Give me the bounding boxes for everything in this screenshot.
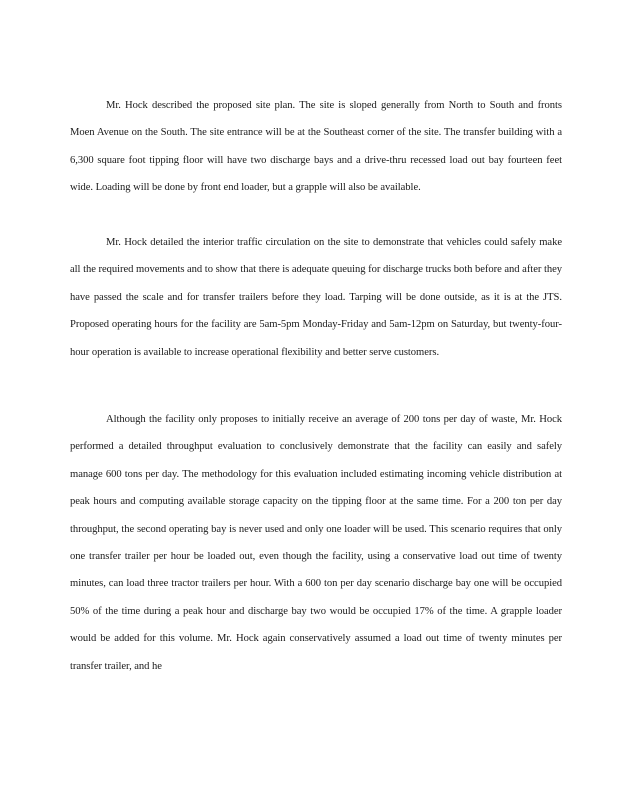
paragraph-traffic-circulation: Mr. Hock detailed the interior traffic circulation on the site to demonstrate that vehicles could safely make all the required movements and to show that there is adequate queuing for discharge trucks both before and after they have passed the scale and for transfer trailers before they load. Tarping will be done outside, as it is at the JTS. Proposed operating hours for the facility are 5am-5pm Monday-Friday and 5am-12pm on Saturday, but twenty-four-hour operation is available to increase operational flexibility and better serve customers. (70, 237, 562, 358)
paragraph-throughput-evaluation: Although the facility only proposes to initially receive an average of 200 tons per day of waste, Mr. Hock performed a detailed throughput evaluation to conclusively demonstrate that the facility can easily and safely manage 600 tons per day. The methodology for this evaluation included estimating incoming vehicle distribution at peak hours and computing available storage capacity on the tipping floor at the same time. For a 200 ton per day throughput, the second operating bay is never used and only one loader will be used. This scenario requires that only one transfer trailer per hour be loaded out, even though the facility, using a conservative load out time of twenty minutes, can load three tractor trailers per hour. With a 600 ton per day scenario discharge bay one will be occupied 50% of the time during a peak hour and discharge bay two would be occupied 17% of the time. A grapple loader would be added for this volume. Mr. Hock again conservatively assumed a load out time of twenty minutes per transfer trailer, and he (70, 414, 562, 672)
paragraph-site-plan: Mr. Hock described the proposed site plan. The site is sloped generally from North to South and fronts Moen Avenue on the South. The site entrance will be at the Southeast corner of the site. The transfer building with a 6,300 square foot tipping floor will have two discharge bays and a drive-thru recessed load out bay fourteen feet wide. Loading will be done by front end loader, but a grapple will also be available. (70, 100, 562, 194)
